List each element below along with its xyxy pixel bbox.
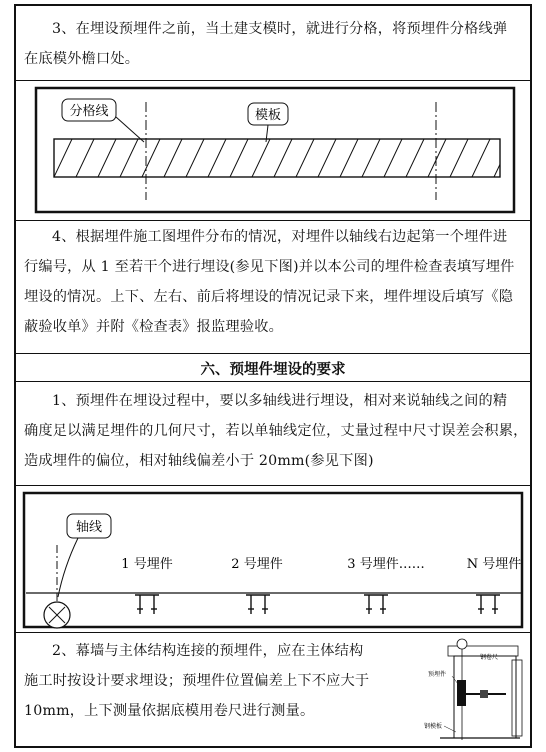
formwork-hatch bbox=[54, 139, 512, 177]
text-line: 2、幕墙与主体结构连接的预埋件，应在主体结构 bbox=[52, 643, 364, 659]
text-line: 4、根据埋件施工图埋件分布的情况，对埋件以轴线右边起第一个埋件进 bbox=[52, 229, 508, 245]
label-formwork: 模板 bbox=[254, 108, 282, 123]
embed-label-n: N 号埋件 bbox=[466, 557, 522, 572]
text-line: 在底模外檐口处。 bbox=[24, 51, 140, 67]
embed-symbol-2 bbox=[246, 595, 270, 614]
divider bbox=[16, 485, 530, 486]
figure-measurement bbox=[400, 636, 530, 746]
divider bbox=[16, 353, 530, 354]
paragraph-numbering bbox=[24, 222, 522, 342]
section-title: 六、预埋件埋设的要求 bbox=[200, 361, 346, 378]
label-tape: 钢卷尺 bbox=[480, 654, 499, 661]
embed-label-2: 2 号埋件 bbox=[231, 557, 283, 572]
text-line: 造成埋件的偏位，相对轴线偏差小于 20mm(参见下图) bbox=[24, 453, 374, 469]
embed-symbol-1 bbox=[135, 595, 159, 614]
text-line: 1、预埋件在埋设过程中，要以多轴线进行埋设，相对来说轴线之间的精 bbox=[52, 393, 508, 409]
label-grid-line: 分格线 bbox=[69, 104, 109, 119]
embed-symbol-n bbox=[476, 595, 500, 614]
text-line: 行编号，从 1 至若干个进行埋设(参见下图)并以本公司的埋件检查表填写埋件 bbox=[24, 259, 515, 275]
embed-symbol-3 bbox=[364, 595, 388, 614]
tape-reel bbox=[457, 639, 467, 649]
figure-grid-line-formwork bbox=[16, 82, 530, 220]
paragraph-multi-axis bbox=[24, 386, 528, 476]
leader-grid-line bbox=[116, 117, 144, 142]
label-embed: 预埋件 bbox=[428, 671, 447, 678]
divider bbox=[16, 632, 530, 633]
figure-axis-embeds bbox=[16, 487, 530, 631]
text-line: 埋设的情况。上下、左右、前后将埋设的情况记录下来，埋件埋设后填写《隐 bbox=[24, 289, 514, 305]
text-line: 10mm，上下测量依据底模用卷尺进行测量。 bbox=[24, 703, 315, 719]
document-frame bbox=[14, 4, 532, 748]
text-line: 确度足以满足埋件的几何尺寸，若以单轴线定位，丈量过程中尺寸误差会积累， bbox=[24, 423, 528, 439]
divider bbox=[16, 80, 530, 81]
text-line: 蔽验收单》并附《检查表》报监理验收。 bbox=[24, 319, 283, 335]
leader-axis bbox=[58, 538, 78, 597]
embed-plate bbox=[457, 680, 466, 706]
text-line: 3、在埋设预埋件之前，当土建支模时，就进行分格，将预埋件分格线弹 bbox=[52, 21, 508, 37]
divider bbox=[16, 381, 530, 382]
embed-label-3: 3 号埋件…… bbox=[347, 557, 425, 572]
text-line: 施工时按设计要求埋设；预埋件位置偏差上下不应大于 bbox=[24, 673, 370, 689]
label-axis: 轴线 bbox=[75, 520, 103, 535]
divider bbox=[16, 220, 530, 221]
paragraph-curtain-wall bbox=[24, 636, 380, 726]
label-formwork-steel: 钢模板 bbox=[424, 723, 443, 730]
paragraph-grid-marking bbox=[24, 14, 522, 74]
embed-label-1: 1 号埋件 bbox=[121, 557, 173, 572]
